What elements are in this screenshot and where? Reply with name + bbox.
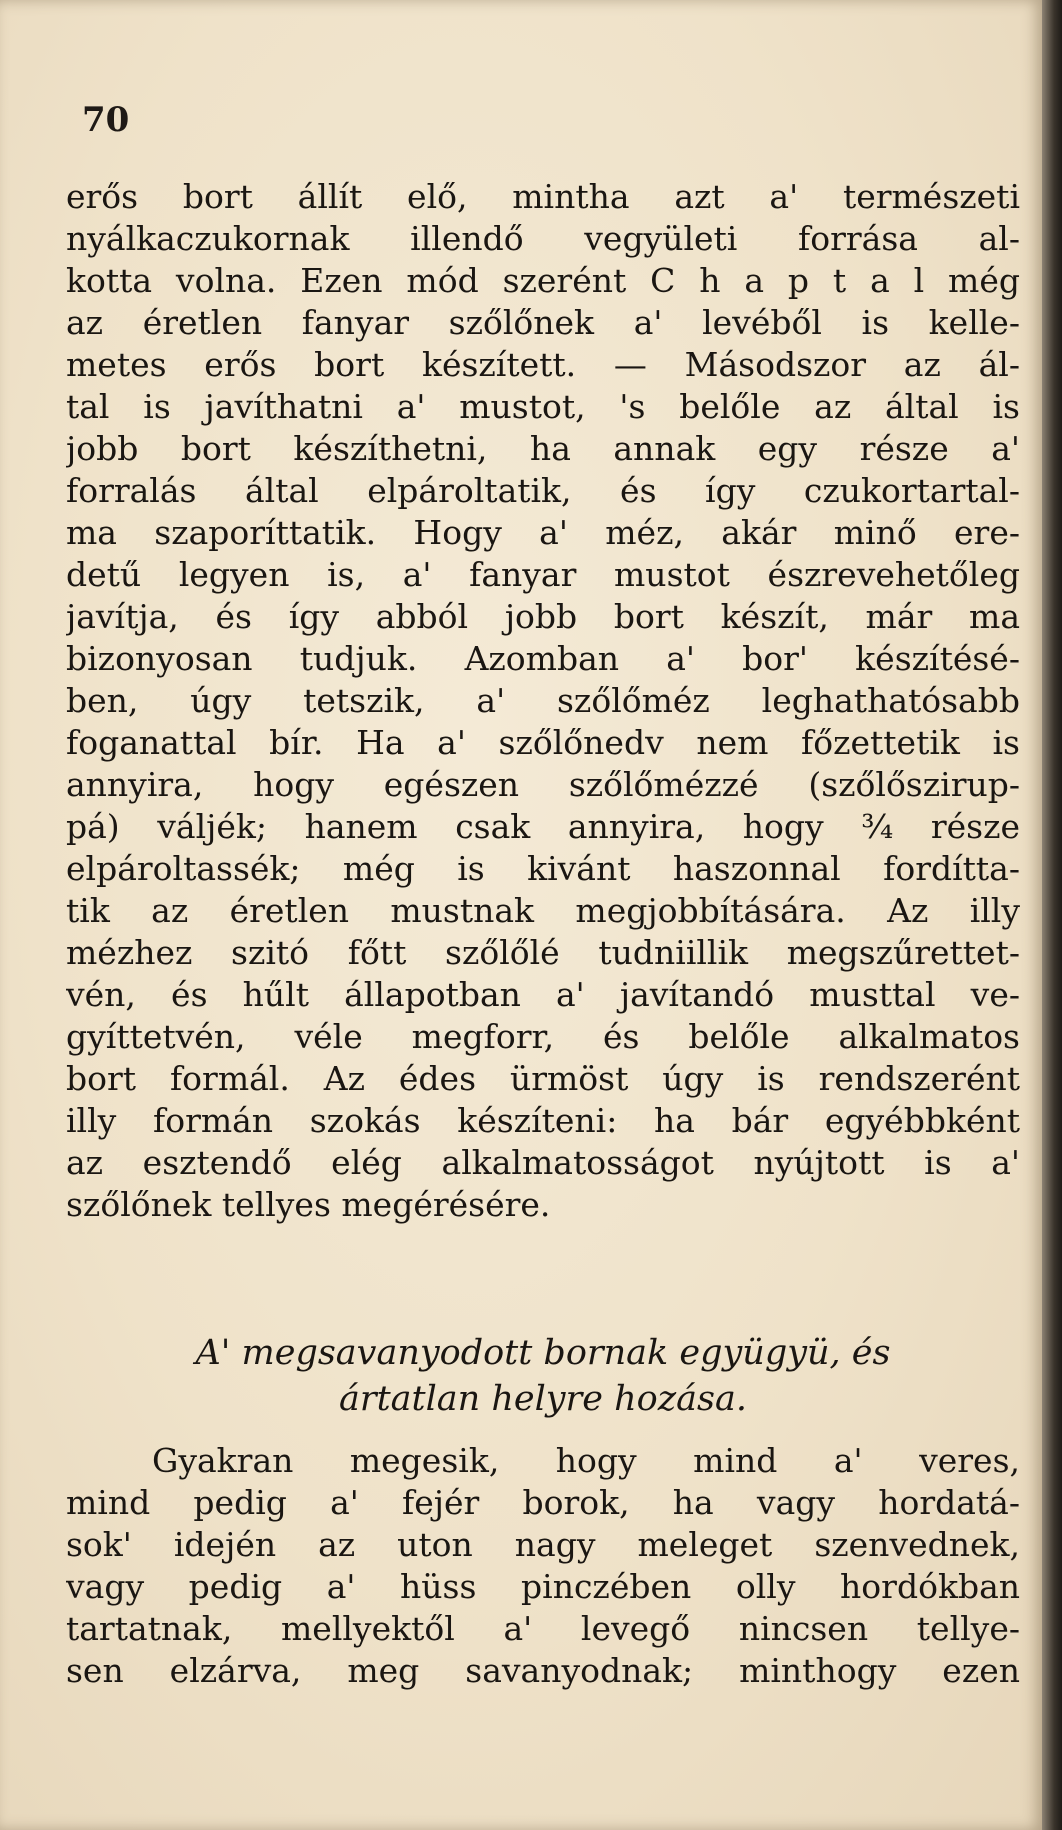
section-heading: [66, 1330, 1020, 1422]
text-line: az éretlen fanyar szőlőnek a' levéből is kelle-: [66, 303, 1020, 342]
text-line: ben, úgy tetszik, a' szőlőméz leghathatósabb: [66, 681, 1020, 720]
paragraph-1: [66, 176, 1020, 1226]
heading-line: A' megsavanyodott bornak együgyü, és: [195, 1333, 891, 1373]
text-line: illy formán szokás készíteni: ha bár egyébbként: [66, 1101, 1020, 1140]
text-line: Gyakran megesik, hogy mind a' veres,: [152, 1441, 1020, 1480]
text-line: pá) váljék; hanem csak annyira, hogy ¾ része: [66, 807, 1020, 846]
text-line: kotta volna. Ezen mód szerént C h a p t a l még: [66, 261, 1020, 300]
text-line: tartatnak, mellyektől a' levegő nincsen tellye-: [66, 1609, 1020, 1648]
paragraph-2: [66, 1440, 1020, 1692]
text-line: gyíttetvén, véle megforr, és belőle alkalmatos: [66, 1017, 1020, 1056]
heading-line: ártatlan helyre hozása.: [339, 1379, 747, 1419]
text-line: ma szaporíttatik. Hogy a' méz, akár minő ere-: [66, 513, 1020, 552]
text-line: sen elzárva, meg savanyodnak; minthogy ezen: [66, 1651, 1020, 1690]
text-line: elpároltassék; még is kivánt haszonnal fordítta-: [66, 849, 1020, 888]
text-line: nyálkaczukornak illendő vegyületi forrása al-: [66, 219, 1020, 258]
text-line: erős bort állít elő, mintha azt a' természeti: [66, 177, 1020, 216]
text-line: foganattal bír. Ha a' szőlőnedv nem főzettetik is: [66, 723, 1020, 762]
text-line: sok' idején az uton nagy meleget szenvednek,: [66, 1525, 1020, 1564]
text-line: detű legyen is, a' fanyar mustot észrevehetőleg: [66, 555, 1020, 594]
text-line: metes erős bort készített. — Másodszor az ál-: [66, 345, 1020, 384]
text-line: mind pedig a' fejér borok, ha vagy hordatá-: [66, 1483, 1020, 1522]
text-line: jobb bort készíthetni, ha annak egy része a': [66, 429, 1020, 468]
text-line: bort formál. Az édes ürmöst úgy is rendszerént: [66, 1059, 1020, 1098]
text-line: mézhez szitó főtt szőlőlé tudniillik megszűrettet-: [66, 933, 1020, 972]
text-line: tik az éretlen mustnak megjobbítására. Az illy: [66, 891, 1020, 930]
text-line: annyira, hogy egészen szőlőmézzé (szőlőszirup-: [66, 765, 1020, 804]
text-line: vén, és hűlt állapotban a' javítandó musttal ve-: [66, 975, 1020, 1014]
text-line: az esztendő elég alkalmatosságot nyújtott is a': [66, 1143, 1020, 1182]
page-number: 70: [82, 100, 130, 140]
page-edge-shadow: [1042, 0, 1062, 1830]
text-line: tal is javíthatni a' mustot, 's belőle az által is: [66, 387, 1020, 426]
text-line: vagy pedig a' hüss pinczében olly hordókban: [66, 1567, 1020, 1606]
text-line: forralás által elpároltatik, és így czukortartal-: [66, 471, 1020, 510]
text-line: javítja, és így abból jobb bort készít, már ma: [66, 597, 1020, 636]
text-line: szőlőnek tellyes megérésére.: [66, 1185, 551, 1224]
text-line: bizonyosan tudjuk. Azomban a' bor' készítésé-: [66, 639, 1020, 678]
